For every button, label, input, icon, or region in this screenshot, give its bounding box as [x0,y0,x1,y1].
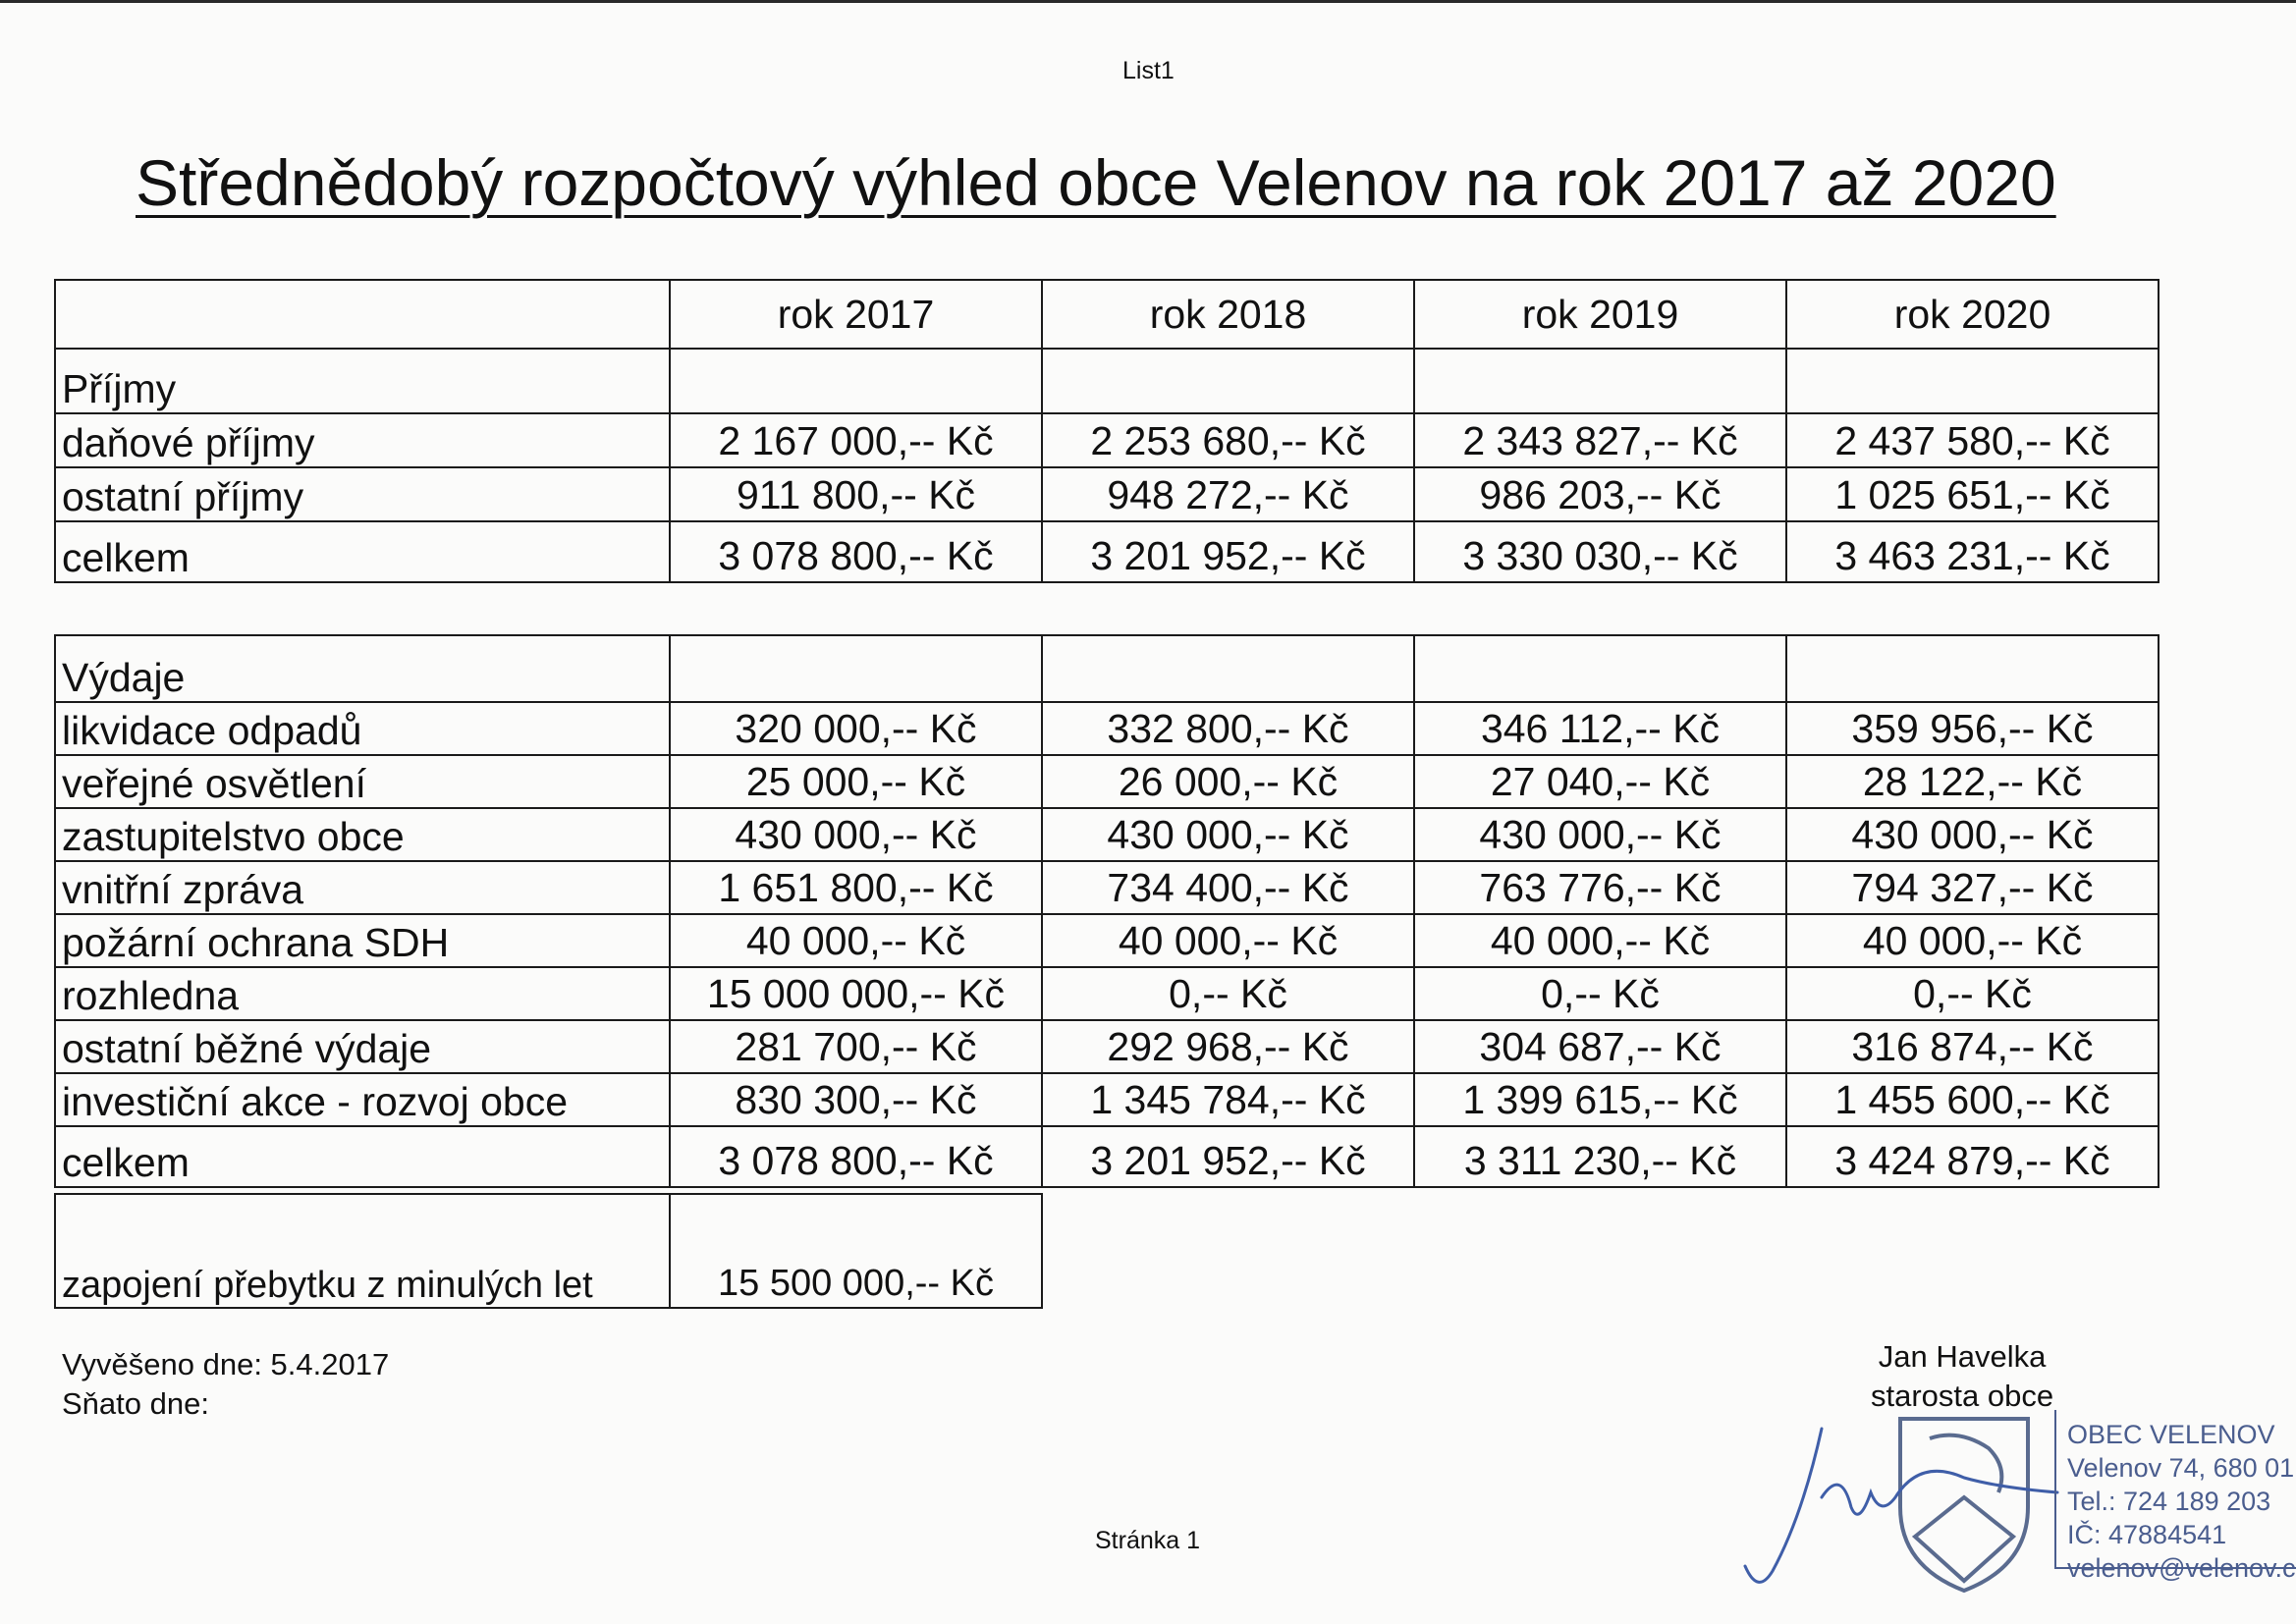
top-rule [0,0,2296,3]
stamp-line: Tel.: 724 189 203 [2067,1487,2271,1516]
row-label: ostatní běžné výdaje [55,1020,670,1073]
section-row [55,635,2159,702]
expense-table [54,634,2159,1188]
total-row [55,521,2159,582]
row-label: veřejné osvětlení [55,755,670,808]
table-row [55,702,2159,755]
value-cell: 316 874,-- Kč [1786,1020,2159,1073]
value-cell: 40 000,-- Kč [1414,914,1786,967]
value-cell: 3 424 879,-- Kč [1786,1126,2159,1187]
value-cell: 794 327,-- Kč [1786,861,2159,914]
value-cell: 3 311 230,-- Kč [1414,1126,1786,1187]
value-cell: 986 203,-- Kč [1414,467,1786,521]
section-row [55,349,2159,413]
value-cell: 430 000,-- Kč [1786,808,2159,861]
coat-of-arms-icon [1900,1419,2028,1591]
value-cell: 28 122,-- Kč [1786,755,2159,808]
row-label: celkem [55,1126,670,1187]
column-header: rok 2019 [1414,280,1786,349]
table-row [55,967,2159,1020]
value-cell: 25 000,-- Kč [670,755,1042,808]
total-row [55,1126,2159,1187]
value-cell: 281 700,-- Kč [670,1020,1042,1073]
value-cell: 911 800,-- Kč [670,467,1042,521]
stamp-line: Velenov 74, 680 01 [2067,1453,2295,1483]
value-cell: 1 345 784,-- Kč [1042,1073,1414,1126]
row-label: rozhledna [55,967,670,1020]
value-cell: 3 463 231,-- Kč [1786,521,2159,582]
value-cell: 1 025 651,-- Kč [1786,467,2159,521]
surplus-label: zapojení přebytku z minulých let [55,1194,670,1308]
value-cell: 3 078 800,-- Kč [670,521,1042,582]
row-label: zastupitelstvo obce [55,808,670,861]
row-label: investiční akce - rozvoj obce [55,1073,670,1126]
table-row [55,1073,2159,1126]
value-cell: 2 167 000,-- Kč [670,413,1042,467]
surplus-table [54,1193,1043,1309]
value-cell: 40 000,-- Kč [670,914,1042,967]
stamp-line: OBEC VELENOV [2067,1420,2275,1449]
value-cell: 1 399 615,-- Kč [1414,1073,1786,1126]
table-row [55,467,2159,521]
value-cell: 332 800,-- Kč [1042,702,1414,755]
row-label: požární ochrana SDH [55,914,670,967]
value-cell: 359 956,-- Kč [1786,702,2159,755]
row-label: celkem [55,521,670,582]
table-row [55,755,2159,808]
sheet-name: List1 [1122,57,1175,84]
value-cell: 304 687,-- Kč [1414,1020,1786,1073]
table-row [55,808,2159,861]
surplus-value: 15 500 000,-- Kč [670,1194,1042,1308]
removed-date: Sňato dne: [62,1386,209,1421]
value-cell: 27 040,-- Kč [1414,755,1786,808]
table-row [55,914,2159,967]
table-row [55,413,2159,467]
value-cell: 3 201 952,-- Kč [1042,1126,1414,1187]
stamp-text [2067,1418,2296,1585]
value-cell: 40 000,-- Kč [1042,914,1414,967]
posted-date: Vyvěšeno dne: 5.4.2017 [62,1347,390,1381]
value-cell: 3 330 030,-- Kč [1414,521,1786,582]
row-label: vnitřní zpráva [55,861,670,914]
value-cell: 3 078 800,-- Kč [670,1126,1042,1187]
document-title: Střednědobý rozpočtový výhled obce Velenov na rok 2017 až 2020 [136,146,2056,219]
value-cell: 1 651 800,-- Kč [670,861,1042,914]
value-cell: 3 201 952,-- Kč [1042,521,1414,582]
value-cell: 2 343 827,-- Kč [1414,413,1786,467]
stamp-line: IČ: 47884541 [2067,1520,2227,1549]
row-label: likvidace odpadů [55,702,670,755]
column-header: rok 2020 [1786,280,2159,349]
value-cell: 2 253 680,-- Kč [1042,413,1414,467]
value-cell: 830 300,-- Kč [670,1073,1042,1126]
row-label: ostatní příjmy [55,467,670,521]
value-cell: 1 455 600,-- Kč [1786,1073,2159,1126]
header-row [55,280,2159,349]
income-table [54,279,2159,583]
notice-block [62,1345,389,1424]
row-label: daňové příjmy [55,413,670,467]
value-cell: 15 000 000,-- Kč [670,967,1042,1020]
value-cell: 948 272,-- Kč [1042,467,1414,521]
value-cell: 430 000,-- Kč [1414,808,1786,861]
column-header: rok 2018 [1042,280,1414,349]
table-row [55,861,2159,914]
signer-name: Jan Havelka [1878,1339,2047,1374]
signature-and-seal [1733,1399,2067,1596]
header-blank-cell [55,280,670,349]
signer-role: starosta obce [1871,1379,2054,1413]
value-cell: 0,-- Kč [1042,967,1414,1020]
value-cell: 26 000,-- Kč [1042,755,1414,808]
column-header: rok 2017 [670,280,1042,349]
section-label: Příjmy [55,349,670,413]
table-row [55,1020,2159,1073]
value-cell: 734 400,-- Kč [1042,861,1414,914]
section-label: Výdaje [55,635,670,702]
value-cell: 292 968,-- Kč [1042,1020,1414,1073]
value-cell: 430 000,-- Kč [670,808,1042,861]
value-cell: 0,-- Kč [1414,967,1786,1020]
page-footer: Stránka 1 [1095,1527,1201,1554]
value-cell: 346 112,-- Kč [1414,702,1786,755]
surplus-row [55,1194,1042,1308]
value-cell: 40 000,-- Kč [1786,914,2159,967]
value-cell: 2 437 580,-- Kč [1786,413,2159,467]
value-cell: 320 000,-- Kč [670,702,1042,755]
value-cell: 0,-- Kč [1786,967,2159,1020]
value-cell: 430 000,-- Kč [1042,808,1414,861]
stamp-line: velenov@velenov.c [2067,1553,2296,1583]
value-cell: 763 776,-- Kč [1414,861,1786,914]
